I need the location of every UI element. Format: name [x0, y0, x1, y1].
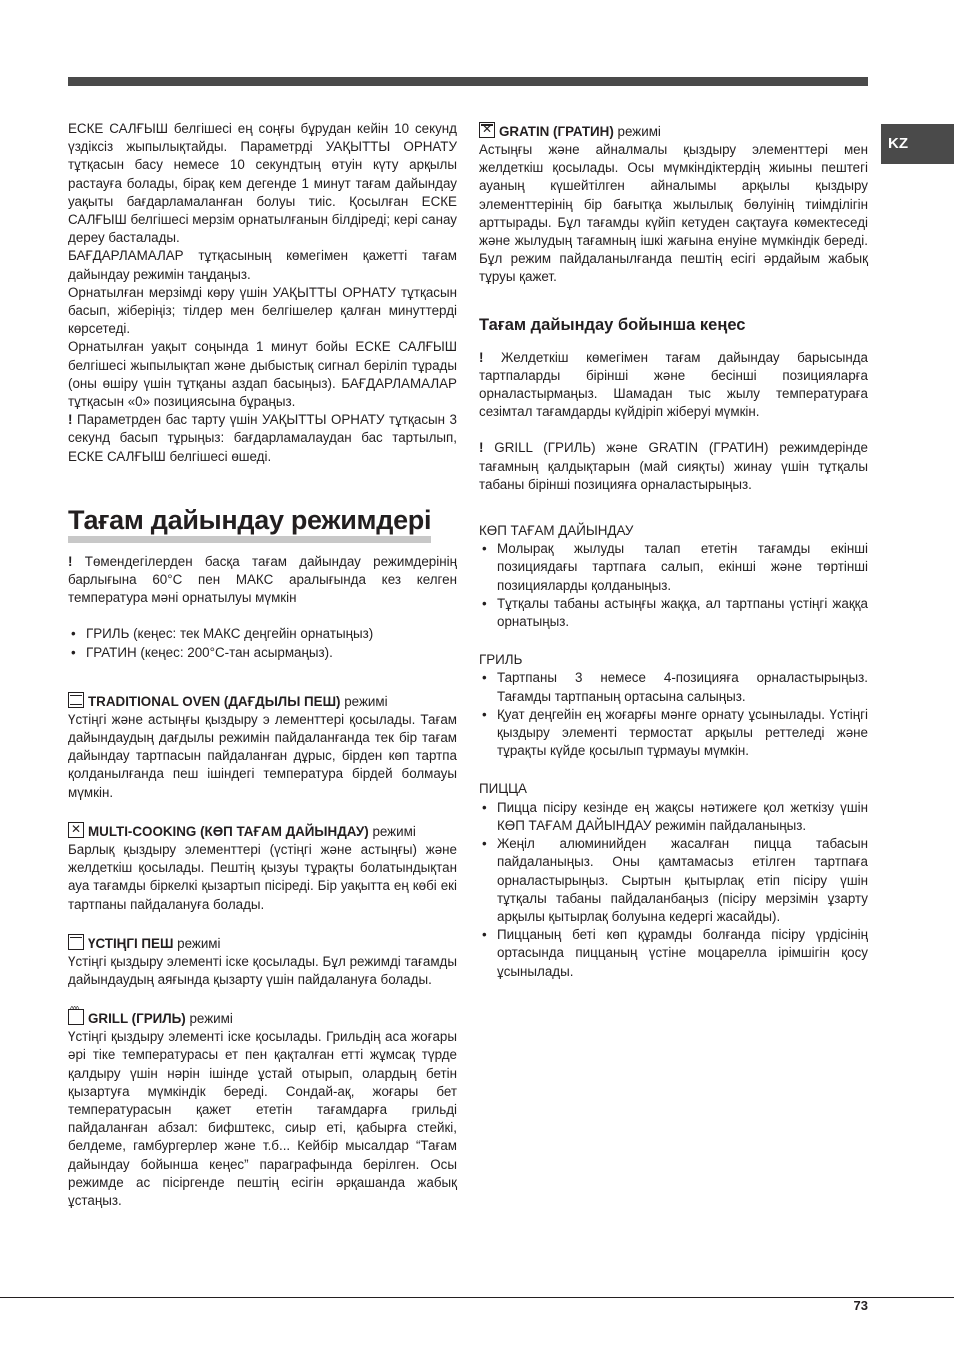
warning-mark: !	[68, 553, 73, 569]
list-item: • Қуат деңгейін ең жоғарғы мәнге орнату ұсынылады. Үстіңгі қыздыру элементі термостат арқылы реттеледі және тұрақты күйде қосылып тұрмауы мүмкін.	[479, 706, 868, 761]
mode-description: Үстіңгі қыздыру элементі іске қосылады. Бұл режимді тағамды дайындаудың аяғында қызарту үшін пайдалануға болады.	[68, 953, 457, 987]
temperature-warning: ! Төмендегілерден басқа тағам дайындау режимдерінің барлығына 60°C пен МАКС аралығында кез келген температура мәні орнатылуы мүмкін	[68, 553, 457, 606]
tips-group-multi-cooking	[479, 522, 868, 631]
exception-list	[68, 625, 457, 661]
gratin-icon	[479, 122, 495, 138]
group-title: КӨП ТАҒАМ ДАЙЫНДАУ	[479, 523, 634, 539]
traditional-oven-icon	[68, 692, 84, 708]
mode-description: Астыңғы және айналмалы қыздыру элементтері мен желдеткіш қосылады. Осы мүмкіндіктердің жиыны пештегі ауаның күшейтілген айналымы арқылы қыздыру элементтерінің бір бағытқа жылылық бөлуінің тиімділігін арттырады. Бұл тағамды күйіп кетуден сақтауға көмектеседі және жылудың тағамның ішкі жағына енуіне мүмкіндік береді. Бұл режим пайдаланылғанда пештің есігі әрдайым жабық тұруы қажет.	[479, 142, 868, 285]
intro-paragraph: Орнатылған мерзімді көру үшін УАҚЫТТЫ ОРНАТУ тұтқасын басып, жіберіңіз; тілдер мен белгішелер қалған минуттерді көрсетеді.	[68, 284, 457, 337]
list-item: • Тұтқалы табаны астыңғы жаққа, ал тартпаны үстіңгі жаққа орнатыңыз.	[479, 595, 868, 631]
footer-rule	[0, 1297, 954, 1298]
top-oven-icon	[68, 934, 84, 950]
multi-cooking-icon	[68, 822, 84, 838]
left-column	[68, 120, 457, 1210]
mode-description: Барлық қыздыру элементтері (үстіңгі және астыңғы) және желдеткіш қосылады. Пештің қызуы тұрақты болатындықтан ауа тағамды біркелкі қызартып пісіреді. Бір уақытта ең көбі екі тартпаны пайдалануға болады.	[68, 841, 457, 912]
warning-mark: !	[68, 412, 73, 428]
warning-mark: !	[479, 440, 484, 456]
warning-mark: !	[479, 349, 484, 365]
language-tab: KZ	[881, 124, 954, 164]
intro-paragraph: БАҒДАРЛАМАЛАР тұтқасының көмегімен қажетті тағам дайындау режимін таңдаңыз.	[68, 248, 457, 282]
right-column	[479, 120, 868, 981]
list-item: • ГРАТИН (кеңес: 200°C-тан асырмаңыз).	[68, 644, 457, 662]
tips-group-pizza	[479, 780, 868, 980]
mode-heading-grill: ^^^GRILL (ГРИЛЬ) режимі	[68, 1009, 457, 1028]
mode-description: Үстіңгі және астыңғы қыздыру э лементтері қосылады. Тағам дайындаудың дағдылы режимін пайдаланғанда тек бір тағам дайындау тартпасын пайдаланған дұрыс, бірден көп тартпа қолданылғанда пеш ішіндегі температура бірдей болмауы мүмкін.	[68, 711, 457, 800]
section-title: Тағам дайындау режимдері	[68, 504, 431, 543]
list-item: • Пиццаның беті көп құрамды болғанда пісіру үрдісінің ортасында пиццаның үстіне моцарелла ірімшігін қосу ұсынылады.	[479, 926, 868, 981]
mode-heading-traditional: TRADITIONAL OVEN (ДАҒДЫЛЫ ПЕШ) режимі	[68, 692, 457, 711]
header-rule	[68, 77, 868, 86]
tip-warning: ! GRILL (ГРИЛЬ) және GRATIN (ГРАТИН) режимдерінде тағамның қалдықтарын (май сияқты) жинау үшін тұтқалы табаны бірінші позицияға орналастырыңыз.	[479, 440, 868, 492]
list-item: • Молырақ жылуды талап ететін тағамды екінші позициядағы тартпаға салып, екінші және төртінші позицияларды қолданыңыз.	[479, 540, 868, 595]
mode-heading-gratin: ✕GRATIN (ГРАТИН) режимі	[479, 122, 868, 141]
tip-warning: ! Желдеткіш көмегімен тағам дайындау барысында тартпаларды бірінші және бесінші позицияларға орналастырмаңыз. Шамадан тыс жылу температураға сезімтал тағамдарды күйдіріп жіберуі мүмкін.	[479, 349, 868, 420]
list-item: • Пицца пісіру кезінде ең жақсы нәтижеге қол жеткізу үшін КӨП ТАҒАМ ДАЙЫНДАУ режимін пайдаланыңыз.	[479, 799, 868, 835]
grill-icon	[68, 1009, 84, 1025]
group-title: ГРИЛЬ	[479, 652, 523, 668]
tips-title: Тағам дайындау бойынша кеңес	[479, 315, 746, 334]
mode-description: Үстіңгі қыздыру элементі іске қосылады. Грильдің аса жоғары әрі тіке температурасы ет пен қақталған етті жұмсақ түрде қалдыру үшін нәрін ішінде ұстай отырып, олардың бетін қызартуға мүмкіндік береді. Сондай-ақ, жоғары бет температурасын қажет ететін тағамдарға грильді пайдаланған абзал: бифштекс, сиыр еті, қабырға стейкі, белдеме, гамбургерлер және т.б... Кейбір мысалдар “Тағам дайындау бойынша кеңес” параграфында берілген. Осы режимде ас пісіргенде пештің есігін әрқашанда жабық ұстаңыз.	[68, 1029, 457, 1208]
list-item: • Тартпаны 3 немесе 4-позицияға орналастырыңыз. Тағамды тартпаның ортасына салыңыз.	[479, 669, 868, 705]
mode-heading-top-oven: ҮСТІҢГІ ПЕШ режимі	[68, 934, 457, 953]
group-title: ПИЦЦА	[479, 781, 527, 797]
mode-heading-multi-cooking: ✕MULTI-COOKING (КӨП ТАҒАМ ДАЙЫНДАУ) режимі	[68, 822, 457, 841]
intro-paragraph: Орнатылған уақыт соңында 1 минут бойы ЕСКЕ САЛҒЫШ белгішесі жыпылықтап және дыбыстық сигнал беріліп тұрады (оны өшіру үшін тұтқаны аздап басыңыз). БАҒДАРЛАМАЛАР тұтқасын «0» позициясына бұраңыз.	[68, 339, 457, 410]
cancel-warning: ! Параметрден бас тарту үшін УАҚЫТТЫ ОРНАТУ тұтқасын 3 секунд басып тұрыңыз: бағдарламалаудан бас тартылып, ЕСКЕ САЛҒЫШ белгішесі өшеді.	[68, 412, 457, 464]
tips-group-grill	[479, 651, 868, 760]
page-number: 73	[853, 1298, 868, 1313]
intro-paragraph: ЕСКЕ САЛҒЫШ белгішесі ең соңғы бұрудан кейін 10 секунд үздіксіз жыпылықтайды. Параметрді УАҚЫТТЫ ОРНАТУ тұтқасын басу немесе 10 секундтың өтуін күту арқылы растауға болады, бірақ кем дегенде 1 минут тағам дайындау уақыты бағдарламаланған болуы тиіс. Қосылған ЕСКЕ САЛҒЫШ белгішесі мерзім орнатылғанын білдіреді; кері санау дереу басталады.	[68, 121, 457, 246]
list-item: • ГРИЛЬ (кеңес: тек МАКС деңгейін орнатыңыз)	[68, 625, 457, 643]
list-item: • Жеңіл алюминийден жасалған пицца табасын пайдаланыңыз. Оны қамтамасыз етілген тартпаға орналастырыңыз. Сыртын қытырлақ етіп пісіру үшін тұтқалы табаны пайдаланбаңыз (пісіру мерзімін ұзарту арқылы қытырлақ болуына кедергі жасайды).	[479, 835, 868, 926]
